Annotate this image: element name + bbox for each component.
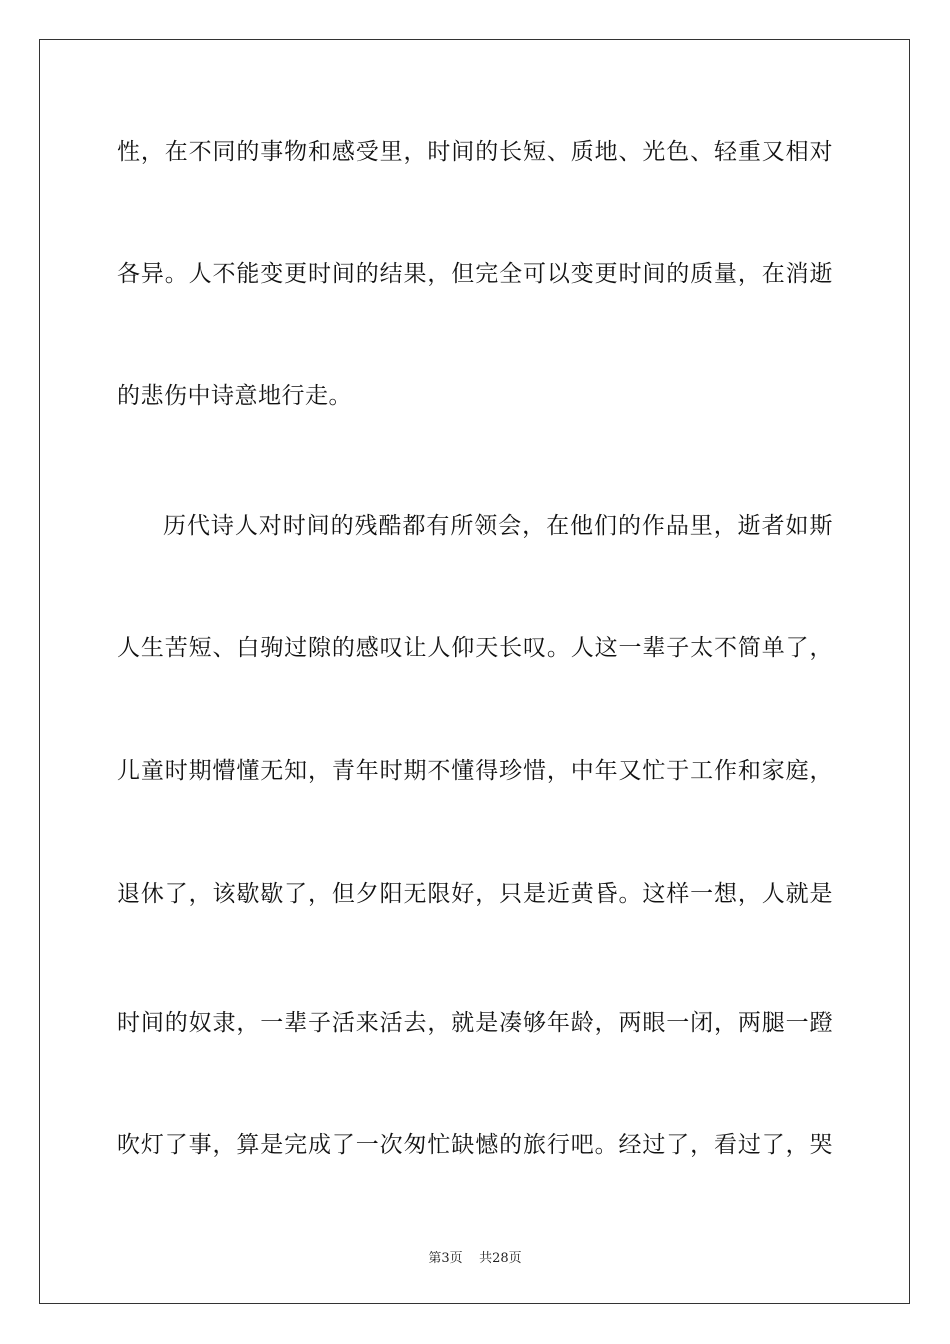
page-number: 第3页 <box>428 1251 463 1266</box>
page-total: 共28页 <box>479 1251 522 1266</box>
text-line-8: 时间的奴隶，一辈子活来活去，就是凑够年龄，两眼一闭，两腿一蹬 <box>117 1010 833 1036</box>
text-line-6: 儿童时期懵懂无知，青年时期不懂得珍惜，中年又忙于工作和家庭， <box>117 758 833 784</box>
text-line-1: 性，在不同的事物和感受里，时间的长短、质地、光色、轻重又相对 <box>117 139 833 165</box>
page-border <box>39 39 910 1304</box>
text-line-3: 的悲伤中诗意地行走。 <box>117 383 352 409</box>
text-line-7: 退休了，该歇歇了，但夕阳无限好，只是近黄昏。这样一想，人就是 <box>117 881 833 907</box>
text-line-5: 人生苦短、白驹过隙的感叹让人仰天长叹。人这一辈子太不简单了， <box>117 635 833 661</box>
page-footer <box>0 1247 950 1266</box>
text-line-4: 历代诗人对时间的残酷都有所领会，在他们的作品里，逝者如斯 <box>163 513 833 539</box>
text-line-2: 各异。人不能变更时间的结果，但完全可以变更时间的质量，在消逝 <box>117 261 833 287</box>
text-line-9: 吹灯了事，算是完成了一次匆忙缺憾的旅行吧。经过了，看过了，哭 <box>117 1132 833 1158</box>
